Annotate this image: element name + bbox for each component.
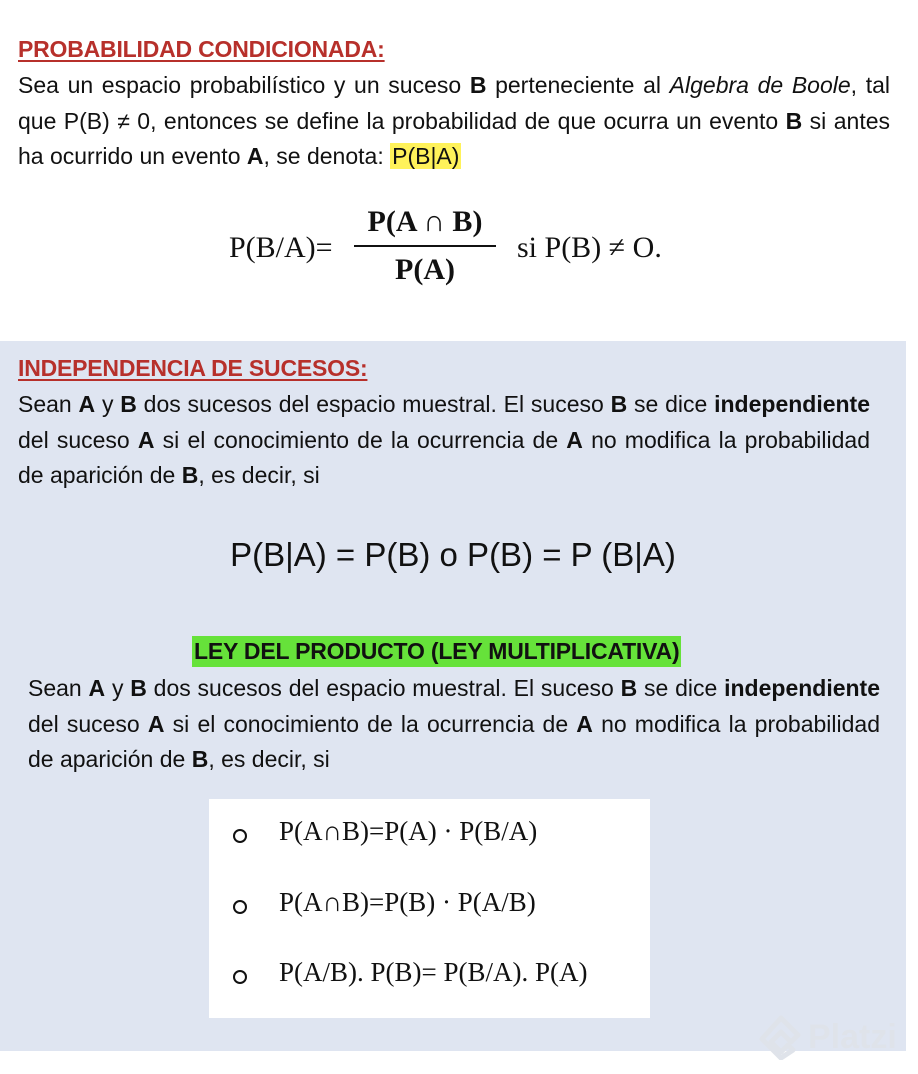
section1-heading: PROBABILIDAD CONDICIONADA:	[18, 36, 385, 62]
formula-text: P(A/B). P(B)= P(B/A). P(A)	[279, 957, 588, 987]
circle-bullet-icon	[233, 829, 247, 843]
section2-paragraph: Sean A y B dos sucesos del espacio muestral. El suceso B se dice independiente del suceso A si el conocimiento de la ocurrencia de A no modifica la probabilidad de aparición de B, es decir, si	[18, 391, 871, 488]
formula-denominator: P(A)	[395, 253, 455, 286]
formula-box	[209, 799, 650, 1018]
formula-fraction	[354, 205, 496, 287]
section3-heading: LEY DEL PRODUCTO (LEY MULTIPLICATIVA)	[192, 636, 681, 667]
formula-condition: si P(B) ≠ O.	[517, 231, 662, 264]
formula-text: P(A∩B)=P(A) · P(B/A)	[279, 816, 538, 846]
independence-formula: P(B|A) = P(B) o P(B) = P (B|A)	[230, 536, 676, 573]
highlight-notation: P(B|A)	[392, 143, 460, 169]
formula-text: P(A∩B)=P(B) · P(A/B)	[279, 887, 536, 917]
formula-item	[209, 816, 650, 856]
formula-numerator: P(A ∩ B)	[367, 205, 483, 238]
watermark-text: Platzi	[808, 1018, 897, 1056]
circle-bullet-icon	[233, 970, 247, 984]
circle-bullet-icon	[233, 900, 247, 914]
section3-paragraph: Sean A y B dos sucesos del espacio muestral. El suceso B se dice independiente del suceso A si el conocimiento de la ocurrencia de A no modifica la probabilidad de aparición de B, es decir, si	[28, 675, 881, 772]
section1-paragraph: Sea un espacio probabilístico y un suceso B perteneciente al Algebra de Boole, tal que P(B) ≠ 0, entonces se define la probabilidad de que ocurra un evento B si antes ha ocurrido un evento A, se denota: P(B|A)	[18, 72, 890, 169]
section2-heading: INDEPENDENCIA DE SUCESOS:	[18, 355, 368, 381]
formula-item	[209, 957, 650, 997]
platzi-watermark	[756, 1012, 916, 1064]
conditional-formula	[229, 205, 699, 305]
formula-lhs: P(B/A)=	[229, 231, 333, 264]
platzi-logo-icon	[758, 1014, 804, 1060]
formula-item	[209, 887, 650, 927]
